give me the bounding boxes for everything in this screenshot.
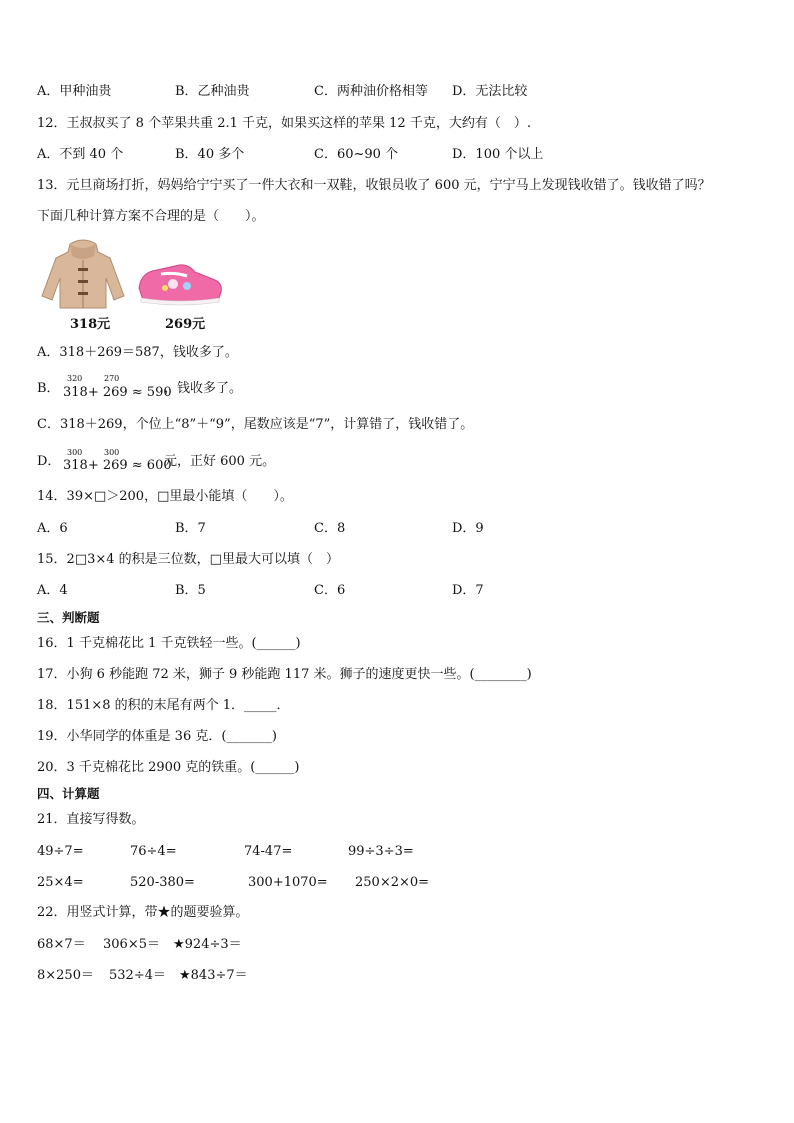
q22-item: ★843÷7＝: [179, 968, 248, 983]
q11-option-a: A．甲种油贵: [37, 84, 112, 99]
q21-stem: 21．直接写得数。: [37, 812, 145, 827]
q11-option-d: D．无法比较: [452, 84, 528, 99]
q21-item: 300+1070=: [248, 875, 328, 890]
q14-option-c: C．8: [314, 521, 346, 536]
q11-option-c: C．两种油价格相等: [314, 84, 428, 99]
q21-item: 99÷3÷3=: [348, 844, 414, 859]
shoe-image: [135, 258, 225, 306]
q15-option-c: C．6: [314, 583, 346, 598]
q13-option-b-tail: ，钱收多了。: [164, 381, 243, 396]
q13-option-d-estimate-1: 300: [67, 448, 83, 457]
q18: 18．151×8 的积的末尾有两个 1．_____．: [37, 698, 290, 713]
coat-price: 318元: [70, 317, 111, 332]
q14-option-b: B．7: [175, 521, 206, 536]
q14-option-d: D．9: [452, 521, 484, 536]
q13-option-d-label: D．: [37, 454, 61, 469]
q21-item: 520-380=: [130, 875, 195, 890]
q13-option-b-label: B．: [37, 381, 60, 396]
q15-option-a: A．4: [37, 583, 68, 598]
q13-option-b-expression: 318+ 269 ≈ 590: [63, 385, 172, 400]
q21-item: 49÷7=: [37, 844, 84, 859]
q21-item: 74-47=: [244, 844, 293, 859]
q13-option-b-estimate-2: 270: [104, 374, 120, 383]
q14-option-a: A．6: [37, 521, 68, 536]
q13-stem-line2: 下面几种计算方案不合理的是（ ）。: [37, 209, 265, 224]
q22-item: 306×5＝: [103, 937, 160, 952]
q16: 16．1 千克棉花比 1 千克铁轻一些。(______): [37, 636, 301, 651]
q21-item: 25×4=: [37, 875, 84, 890]
q20: 20．3 千克棉花比 2900 克的铁重。(______): [37, 760, 300, 775]
coat-image: [40, 238, 126, 310]
q19: 19．小华同学的体重是 36 克．(_______): [37, 729, 277, 744]
q13-option-d-tail: 元，正好 600 元。: [164, 454, 276, 469]
q15-stem: 15．2□3×4 的积是三位数，□里最大可以填（ ）: [37, 552, 339, 567]
q12-option-a: A．不到 40 个: [37, 147, 124, 162]
section-title-calculation: 四、计算题: [37, 786, 100, 801]
q12-option-d: D．100 个以上: [452, 147, 544, 162]
q13-option-d-estimate-2: 300: [104, 448, 120, 457]
q17: 17．小狗 6 秒能跑 72 米，狮子 9 秒能跑 117 米。狮子的速度更快一些。(________): [37, 667, 532, 682]
q12-option-b: B．40 多个: [175, 147, 245, 162]
q15-option-b: B．5: [175, 583, 206, 598]
q22-item: 8×250＝: [37, 968, 94, 983]
shoe-price: 269元: [165, 317, 206, 332]
q22-item: 532÷4＝: [109, 968, 166, 983]
q21-item: 76÷4=: [130, 844, 177, 859]
q12-option-c: C．60~90 个: [314, 147, 399, 162]
q22-item: 68×7＝: [37, 937, 86, 952]
q22-stem: 22．用竖式计算，带★的题要验算。: [37, 905, 249, 920]
section-title-judgement: 三、判断题: [37, 610, 100, 625]
q11-option-b: B．乙种油贵: [175, 84, 250, 99]
q22-item: ★924÷3＝: [173, 937, 242, 952]
q21-item: 250×2×0=: [355, 875, 430, 890]
q14-stem: 14．39×□＞200，□里最小能填（ ）。: [37, 489, 293, 504]
q15-option-d: D．7: [452, 583, 484, 598]
q13-option-d-expression: 318+ 269 ≈ 600: [63, 458, 172, 473]
q13-option-c: C．318＋269，个位上“8”＋“9”，尾数应该是“7”，计算错了，钱收错了。: [37, 417, 474, 432]
q13-option-b-estimate-1: 320: [67, 374, 83, 383]
q12-stem: 12．王叔叔买了 8 个苹果共重 2.1 千克，如果买这样的苹果 12 千克，大约有（ ）.: [37, 116, 531, 131]
q13-option-a: A．318＋269＝587，钱收多了。: [37, 345, 238, 360]
q13-stem-line1: 13．元旦商场打折，妈妈给宁宁买了一件大衣和一双鞋，收银员收了 600 元，宁宁马上发现钱收错了。钱收错了吗？: [37, 178, 711, 193]
